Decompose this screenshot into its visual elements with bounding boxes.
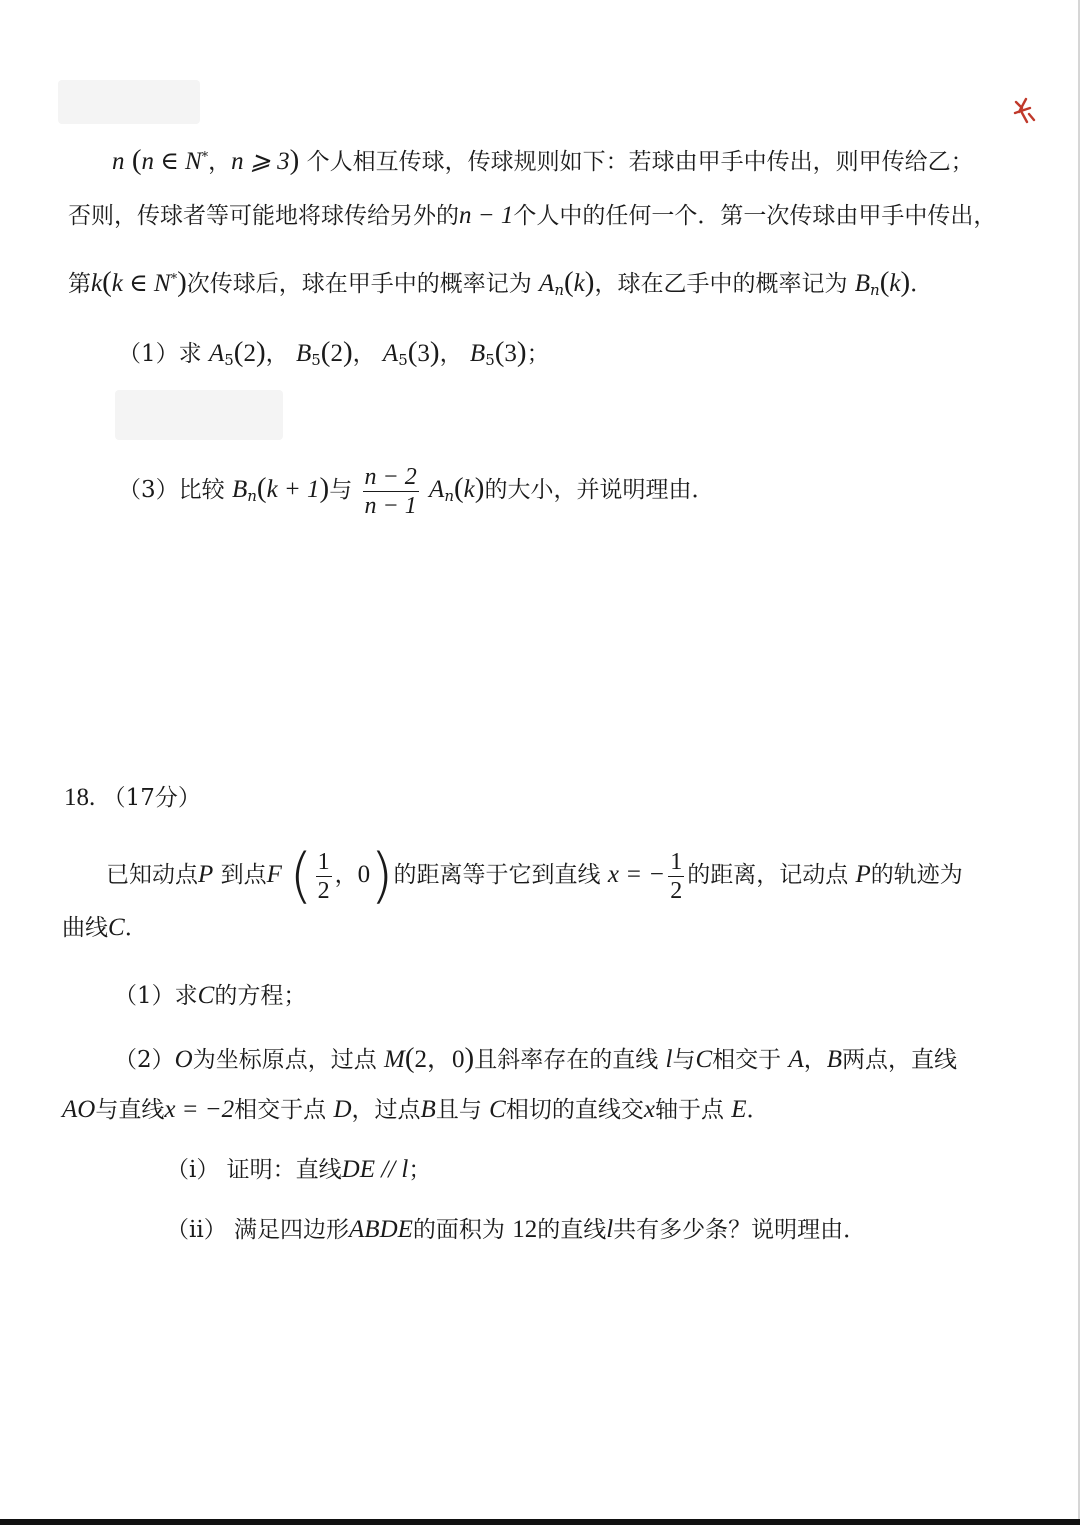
fraction-one-half-x: $\frac{1}{2}$ <box>670 848 683 904</box>
q18-sub-ii: （ii） 满足四边形ABDE的面积为 12的直线l共有多少条？说明理由． <box>166 1216 867 1243</box>
red-mark-icon <box>1010 96 1036 126</box>
q17-part-1: （1）求 $A_5(2)$， $B_5(2)$， $A_5(3)$， $B_5(3)$； <box>118 336 550 369</box>
q17-part-3: （3）比较 $B_n(k + 1)$与 $\frac{n - 2}{n - 1}$ $A_n(k)$的大小，并说明理由． <box>118 463 715 519</box>
page-bottom-border <box>0 1519 1080 1525</box>
q18-sub-i: （i） 证明：直线DE // l； <box>166 1156 432 1183</box>
q18-header: 18. （17分） <box>64 784 201 811</box>
q18-stem-line-2: 曲线C． <box>62 914 148 941</box>
q18-part-1: （1）求C的方程； <box>114 982 307 1009</box>
fraction-one-half-f: $\frac{1}{2}$ <box>317 848 330 904</box>
q17-intro-line-3: 第k(k ∈ N*)次传球后，球在甲手中的概率记为 $A_n(k)$，球在乙手中的概率记为 $B_n(k)$． <box>68 266 934 299</box>
q18-part-2-line-1: （2）O为坐标原点，过点 M(2，0)且斜率存在的直线 l与C相交于 A，B两点，直线 <box>114 1042 958 1074</box>
q17-intro-line-1: n (n ∈ N*，n ⩾ 3) 个人相互传球，传球规则如下：若球由甲手中传出，则甲传给乙； <box>112 144 974 176</box>
q18-part-2-line-2: AO与直线x = −2相交于点 D，过点B且与 C相切的直线交x轴于点 E． <box>62 1096 770 1123</box>
scan-smudge-mid <box>115 390 283 440</box>
scan-smudge-top <box>58 80 200 124</box>
q17-intro-line-2: 否则，传球者等可能地将球传给另外的n − 1个人中的任何一个．第一次传球由甲手中传出， <box>68 202 997 229</box>
q18-stem-line-1: 已知动点P 到点F ( $\frac{1}{2}$ ，0)的距离等于它到直线 x = − $\frac{1}{2}$ 的距离，记动点 P的轨迹为 <box>106 841 963 911</box>
fraction-n2-over-n1: $\frac{n - 2}{n - 1}$ <box>364 463 417 519</box>
